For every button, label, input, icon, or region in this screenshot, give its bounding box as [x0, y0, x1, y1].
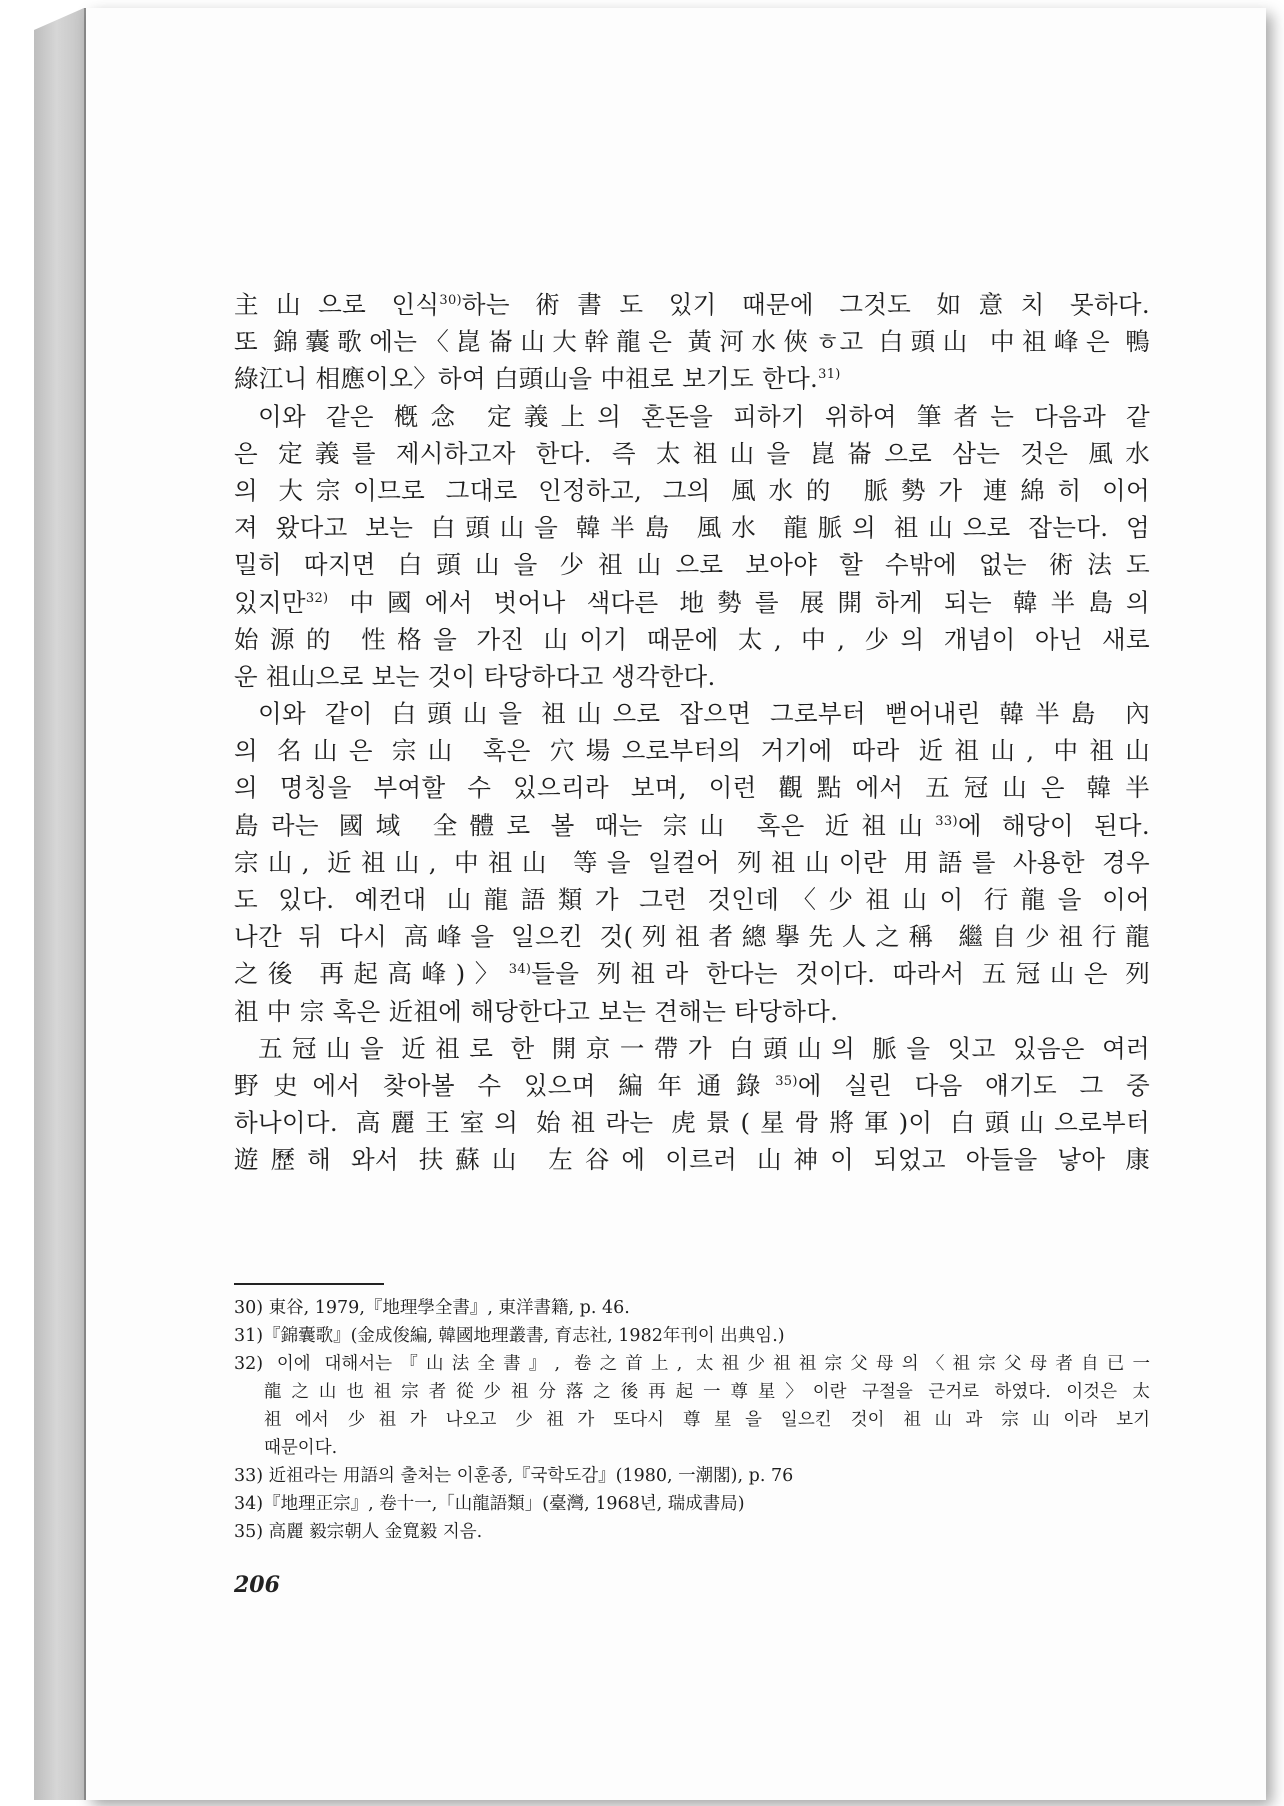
body-line-text: 主山으로 인식 — [234, 290, 440, 319]
body-line — [234, 881, 1150, 918]
body-line-text: 中國에서 벗어나 색다른 地勢를 展開하게 되는 韓半島의 — [328, 587, 1150, 617]
body-line-text: 도 있다. 예컨대 山龍語類가 그런 것인데〈少祖山이 行龍을 이어 — [234, 885, 1150, 914]
body-line — [234, 918, 1150, 955]
body-line — [234, 360, 1150, 397]
body-line — [234, 472, 1150, 509]
body-line-text: 遊歷해 와서 扶蘇山 左谷에 이르러 山神이 되었고 아들을 낳아 康 — [234, 1145, 1150, 1175]
body-line-text: 또 錦囊歌에는〈崑崙山大幹龍은 黃河水俠ㅎ고 白頭山 中祖峰은 鴨 — [234, 327, 1150, 357]
body-line-text: 이와 같은 槪念 定義上의 혼돈을 피하기 위하여 筆者는 다음과 같 — [258, 401, 1150, 431]
body-line-text: 野史에서 찾아볼 수 있으며 編年通錄 — [234, 1070, 776, 1100]
footnotes — [234, 1294, 1150, 1546]
footnote: 31)『錦囊歌』(金成俊編, 韓國地理叢書, 育志社, 1982年刊이 出典임.) — [234, 1326, 785, 1346]
body-line — [234, 807, 1150, 844]
body-line — [234, 993, 1150, 1030]
footnote: 때문이다. — [264, 1438, 338, 1458]
body-line-text: 져 왔다고 보는 白頭山을 韓半島 風水 龍脈의 祖山으로 잡는다. 엄 — [234, 513, 1150, 543]
body-line-text: 宗山, 近祖山, 中祖山 等을 일컬어 列祖山이란 用語를 사용한 경우 — [234, 847, 1150, 877]
body-line — [234, 955, 1150, 992]
footnote: 龍之山也祖宗者從少祖分落之後再起一尊星〉이란 구절을 근거로 하였다. 이것은 太 — [264, 1382, 1150, 1402]
footnote-reference: 30) — [439, 293, 462, 308]
body-line-text: 운 祖山으로 보는 것이 타당하다고 생각한다. — [234, 661, 716, 691]
footnote: 34)『地理正宗』, 卷十一,「山龍語類」(臺灣, 1968년, 瑞成書局) — [234, 1494, 745, 1514]
body-line — [234, 323, 1150, 360]
body-line-text: 島라는 國域 全體로 볼 때는 宗山 혹은 近祖山 — [234, 810, 936, 840]
body-text — [234, 286, 1150, 1179]
body-line-text: 하는 術書도 있기 때문에 그것도 如意치 못하다. — [461, 290, 1150, 319]
body-line — [234, 621, 1150, 658]
body-line — [234, 1030, 1150, 1067]
body-line-text: 나간 뒤 다시 高峰을 일으킨 것(列祖者總擧先人之稱 繼自少祖行龍 — [234, 922, 1150, 952]
body-line — [234, 695, 1150, 732]
body-line — [234, 509, 1150, 546]
footnote: 祖에서 少祖가 나오고 少祖가 또다시 尊星을 일으킨 것이 祖山과 宗山이라 보기 — [264, 1410, 1150, 1430]
body-line-text: 綠江니 相應이오〉하여 白頭山을 中祖로 보기도 한다. — [234, 364, 819, 394]
body-line-text: 이와 같이 白頭山을 祖山으로 잡으면 그로부터 뻗어내린 韓半島 內 — [258, 699, 1150, 729]
footnote-reference: 32) — [305, 590, 329, 606]
footnote: 30) 東谷, 1979,『地理學全書』, 東洋書籍, p. 46. — [234, 1298, 630, 1318]
body-line-text: 에 해당이 된다. — [957, 810, 1150, 840]
body-line-text: 하나이다. 高麗王室의 始祖라는 虎景(星骨將軍)이 白頭山으로부터 — [234, 1108, 1150, 1138]
body-line — [234, 769, 1150, 806]
body-line-text: 있지만 — [234, 587, 306, 617]
body-line — [234, 658, 1150, 695]
footnote: 33) 近祖라는 用語의 출처는 이훈종,『국학도감』(1980, 一潮閣), p. 76 — [234, 1466, 794, 1486]
body-line-text: 의 명칭을 부여할 수 있으리라 보며, 이런 觀點에서 五冠山은 韓半 — [234, 773, 1150, 803]
body-line — [234, 732, 1150, 769]
book-page — [86, 8, 1266, 1800]
body-line — [234, 1104, 1150, 1141]
body-line-text: 祖 中 宗 혹은 近祖에 해당한다고 보는 견해는 타당하다. — [234, 996, 839, 1026]
body-line-text: 五冠山을 近祖로 한 開京一帶가 白頭山의 脈을 잇고 있음은 여러 — [258, 1033, 1150, 1063]
body-line — [234, 546, 1150, 583]
body-line-text: 은 定義를 제시하고자 한다. 즉 太祖山을 崑崙으로 삼는 것은 風水 — [234, 438, 1150, 468]
footnote: 32) 이에 대해서는『山法全書』, 卷之首上, 太祖少祖祖宗父母의〈祖宗父母者自已一 — [234, 1354, 1150, 1374]
footnote-reference: 34) — [508, 962, 532, 978]
body-line — [234, 435, 1150, 472]
body-line — [234, 1141, 1150, 1178]
body-line-text: 之後 再起高峰)〉 — [234, 959, 509, 989]
body-line-text: 始源的 性格을 가진 山이기 때문에 太, 中, 少의 개념이 아닌 새로 — [234, 624, 1150, 654]
body-line-text: 의 大宗이므로 그대로 인정하고, 그의 風水的 脈勢가 連綿히 이어 — [234, 475, 1150, 505]
body-line — [234, 584, 1150, 621]
body-line — [234, 1067, 1150, 1104]
footnote-reference: 33) — [935, 813, 958, 829]
body-line-text: 에 실린 다음 얘기도 그 중 — [797, 1070, 1150, 1100]
body-line — [234, 286, 1150, 323]
footnote-divider — [234, 1283, 384, 1285]
book-edge — [34, 8, 84, 1800]
page-number: 206 — [234, 1572, 280, 1598]
body-line-text: 밀히 따지면 白頭山을 少祖山으로 보아야 할 수밖에 없는 術法도 — [234, 550, 1150, 580]
footnote-reference: 35) — [775, 1073, 798, 1089]
footnote-reference: 31) — [818, 367, 841, 383]
footnote: 35) 高麗 毅宗朝人 金寬毅 지음. — [234, 1522, 483, 1542]
body-line — [234, 844, 1150, 881]
body-line-text: 들을 列祖라 한다는 것이다. 따라서 五冠山은 列 — [531, 959, 1151, 989]
body-line — [234, 398, 1150, 435]
body-line-text: 의 名山은 宗山 혹은 穴場으로부터의 거기에 따라 近祖山, 中祖山 — [234, 736, 1150, 766]
